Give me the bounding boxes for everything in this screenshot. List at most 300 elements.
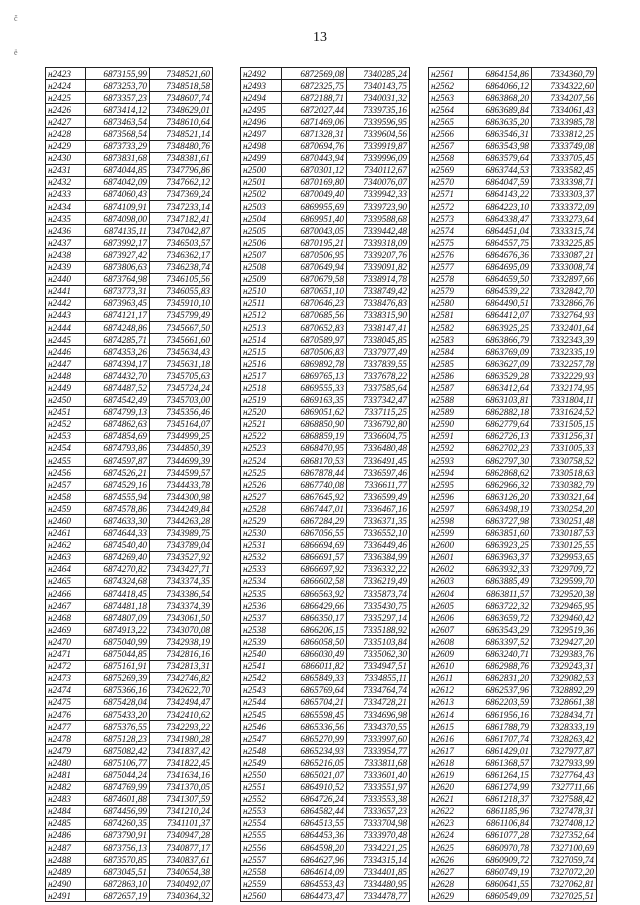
coord-x: 6864614,09	[282, 866, 347, 878]
table-row	[46, 588, 213, 600]
coord-x: 6874526,21	[86, 467, 150, 479]
point-id: н2494	[241, 92, 282, 104]
point-id: н2595	[429, 479, 469, 491]
point-id: н2490	[46, 878, 86, 890]
coord-x: 6865849,33	[282, 672, 347, 684]
table-row	[429, 430, 597, 442]
coord-y: 7337678,22	[347, 370, 410, 382]
coord-x: 6864695,09	[469, 261, 532, 273]
table-row	[429, 600, 597, 612]
coord-x: 6861788,79	[469, 721, 532, 733]
point-id: н2439	[46, 261, 86, 273]
coord-y: 7340364,32	[150, 890, 213, 902]
coord-x: 6862726,13	[469, 430, 532, 442]
table-row	[46, 176, 213, 188]
table-row	[241, 346, 410, 358]
table-row	[429, 854, 597, 866]
table-row	[429, 68, 597, 80]
point-id: н2475	[46, 696, 86, 708]
table-row	[241, 612, 410, 624]
coord-y: 7335062,30	[347, 648, 410, 660]
point-id: н2549	[241, 757, 282, 769]
table-row	[429, 733, 597, 745]
point-id: н2606	[429, 612, 469, 624]
coord-y: 7339596,95	[347, 116, 410, 128]
point-id: н2568	[429, 152, 469, 164]
table-row	[46, 213, 213, 225]
table-row	[429, 781, 597, 793]
point-id: н2609	[429, 648, 469, 660]
table-row	[241, 394, 410, 406]
table-row	[46, 358, 213, 370]
coord-y: 7348521,60	[150, 68, 213, 80]
point-id: н2428	[46, 128, 86, 140]
coord-x: 6863722,32	[469, 600, 532, 612]
coord-y: 7327352,64	[532, 829, 597, 841]
point-id: н2473	[46, 672, 86, 684]
table-row	[46, 866, 213, 878]
coord-x: 6864910,52	[282, 781, 347, 793]
table-row	[46, 309, 213, 321]
point-id: н2505	[241, 225, 282, 237]
table-row	[429, 176, 597, 188]
coord-x: 6863397,52	[469, 636, 532, 648]
coord-y: 7344999,25	[150, 430, 213, 442]
coord-x: 6862779,64	[469, 418, 532, 430]
coord-y: 7340112,67	[347, 164, 410, 176]
table-row	[241, 116, 410, 128]
coord-y: 7337342,47	[347, 394, 410, 406]
point-id: н2519	[241, 394, 282, 406]
coord-x: 6863866,79	[469, 334, 532, 346]
coord-y: 7328661,38	[532, 696, 597, 708]
table-row	[241, 92, 410, 104]
coord-x: 6874644,33	[86, 527, 150, 539]
coord-y: 7335297,14	[347, 612, 410, 624]
table-row	[241, 249, 410, 261]
point-id: н2463	[46, 551, 86, 563]
coord-y: 7329519,36	[532, 624, 597, 636]
coord-x: 6875433,20	[86, 708, 150, 720]
table-row	[46, 297, 213, 309]
coord-y: 7344263,28	[150, 515, 213, 527]
point-id: н2436	[46, 225, 86, 237]
coord-x: 6866691,57	[282, 551, 347, 563]
coord-x: 6866011,82	[282, 660, 347, 672]
table-row	[241, 491, 410, 503]
point-id: н2445	[46, 334, 86, 346]
table-row	[46, 672, 213, 684]
point-id: н2458	[46, 491, 86, 503]
table-row	[429, 721, 597, 733]
coord-y: 7335103,84	[347, 636, 410, 648]
point-id: н2587	[429, 382, 469, 394]
coord-y: 7334322,60	[532, 80, 597, 92]
coord-x: 6875269,39	[86, 672, 150, 684]
point-id: н2551	[241, 781, 282, 793]
coord-y: 7344850,39	[150, 442, 213, 454]
margin-mark: ё	[14, 48, 18, 57]
coord-y: 7348480,76	[150, 140, 213, 152]
table-row	[241, 696, 410, 708]
coord-x: 6863727,98	[469, 515, 532, 527]
table-row	[429, 636, 597, 648]
coord-x: 6874555,94	[86, 491, 150, 503]
point-id: н2534	[241, 575, 282, 587]
coord-y: 7329243,31	[532, 660, 597, 672]
point-id: н2468	[46, 612, 86, 624]
coord-y: 7336449,46	[347, 539, 410, 551]
coord-x: 6861429,01	[469, 745, 532, 757]
point-id: н2441	[46, 285, 86, 297]
table-row	[46, 684, 213, 696]
point-id: н2438	[46, 249, 86, 261]
point-id: н2471	[46, 648, 86, 660]
coord-x: 6875044,85	[86, 648, 150, 660]
coord-y: 7333551,97	[347, 781, 410, 793]
coord-x: 6874601,88	[86, 793, 150, 805]
coord-x: 6870679,58	[282, 273, 347, 285]
coord-x: 6861106,84	[469, 817, 532, 829]
table-row	[241, 370, 410, 382]
point-id: н2522	[241, 430, 282, 442]
coord-y: 7343374,39	[150, 600, 213, 612]
coord-x: 6860641,55	[469, 878, 532, 890]
coord-x: 6863923,25	[469, 539, 532, 551]
coordinates-table-left	[45, 67, 213, 902]
coord-x: 6873927,42	[86, 249, 150, 261]
coord-x: 6873806,63	[86, 261, 150, 273]
point-id: н2497	[241, 128, 282, 140]
table-row	[46, 442, 213, 454]
table-row	[46, 733, 213, 745]
coord-x: 6870443,94	[282, 152, 347, 164]
point-id: н2531	[241, 539, 282, 551]
table-row	[429, 188, 597, 200]
coord-x: 6863963,37	[469, 551, 532, 563]
coord-x: 6862797,30	[469, 455, 532, 467]
point-id: н2624	[429, 829, 469, 841]
table-row	[241, 515, 410, 527]
coord-y: 7340837,61	[150, 854, 213, 866]
coord-x: 6863932,33	[469, 563, 532, 575]
coord-y: 7343061,50	[150, 612, 213, 624]
point-id: н2500	[241, 164, 282, 176]
table-row	[429, 624, 597, 636]
coord-x: 6873963,45	[86, 297, 150, 309]
table-row	[429, 152, 597, 164]
table-row	[429, 793, 597, 805]
coord-x: 6870506,83	[282, 346, 347, 358]
point-id: н2574	[429, 225, 469, 237]
point-id: н2482	[46, 781, 86, 793]
table-row	[429, 261, 597, 273]
coord-y: 7329427,20	[532, 636, 597, 648]
coord-y: 7328434,71	[532, 708, 597, 720]
point-id: н2446	[46, 346, 86, 358]
table-row	[46, 237, 213, 249]
table-row	[429, 321, 597, 333]
table-row	[241, 708, 410, 720]
coord-y: 7347369,24	[150, 188, 213, 200]
point-id: н2563	[429, 92, 469, 104]
coord-y: 7342813,31	[150, 660, 213, 672]
coord-y: 7333997,60	[347, 733, 410, 745]
table-row	[241, 866, 410, 878]
point-id: н2623	[429, 817, 469, 829]
point-id: н2578	[429, 273, 469, 285]
point-id: н2569	[429, 164, 469, 176]
coord-y: 7342293,22	[150, 721, 213, 733]
point-id: н2486	[46, 829, 86, 841]
table-row	[429, 612, 597, 624]
table-row	[241, 660, 410, 672]
point-id: н2629	[429, 890, 469, 902]
point-id: н2512	[241, 309, 282, 321]
point-id: н2604	[429, 588, 469, 600]
table-row	[241, 430, 410, 442]
table-row	[46, 261, 213, 273]
table-row	[241, 406, 410, 418]
coord-x: 6874481,18	[86, 600, 150, 612]
point-id: н2478	[46, 733, 86, 745]
coord-x: 6872657,19	[86, 890, 150, 902]
table-row	[429, 878, 597, 890]
coord-x: 6875044,24	[86, 769, 150, 781]
coord-y: 7329709,72	[532, 563, 597, 575]
table-row	[429, 672, 597, 684]
coord-x: 6873357,23	[86, 92, 150, 104]
point-id: н2507	[241, 249, 282, 261]
coord-y: 7334764,74	[347, 684, 410, 696]
coord-x: 6865021,07	[282, 769, 347, 781]
table-row	[241, 237, 410, 249]
coord-y: 7327588,42	[532, 793, 597, 805]
point-id: н2586	[429, 370, 469, 382]
coord-y: 7345799,49	[150, 309, 213, 321]
table-row	[46, 829, 213, 841]
table-row	[241, 890, 410, 902]
coord-x: 6864553,43	[282, 878, 347, 890]
coord-x: 6873155,99	[86, 68, 150, 80]
coord-x: 6869955,69	[282, 201, 347, 213]
coord-x: 6869892,78	[282, 358, 347, 370]
coord-x: 6861218,37	[469, 793, 532, 805]
coord-y: 7333811,68	[347, 757, 410, 769]
coordinates-table-right	[428, 67, 597, 902]
table-row	[429, 213, 597, 225]
point-id: н2598	[429, 515, 469, 527]
coord-x: 6862702,23	[469, 442, 532, 454]
coord-x: 6864453,36	[282, 829, 347, 841]
coord-x: 6874098,00	[86, 213, 150, 225]
coord-y: 7334207,56	[532, 92, 597, 104]
point-id: н2444	[46, 321, 86, 333]
coord-x: 6874121,17	[86, 309, 150, 321]
coord-x: 6872863,10	[86, 878, 150, 890]
coord-y: 7334315,14	[347, 854, 410, 866]
point-id: н2516	[241, 358, 282, 370]
coord-x: 6863659,72	[469, 612, 532, 624]
coord-x: 6873414,12	[86, 104, 150, 116]
table-row	[241, 721, 410, 733]
coord-x: 6874529,16	[86, 479, 150, 491]
coord-x: 6864047,59	[469, 176, 532, 188]
table-row	[429, 92, 597, 104]
table-row	[429, 890, 597, 902]
table-row	[429, 551, 597, 563]
table-row	[241, 745, 410, 757]
coord-x: 6875376,55	[86, 721, 150, 733]
table-row	[46, 842, 213, 854]
point-id: н2591	[429, 430, 469, 442]
coord-y: 7347662,12	[150, 176, 213, 188]
coord-x: 6872027,44	[282, 104, 347, 116]
coord-x: 6865704,21	[282, 696, 347, 708]
coord-y: 7327977,87	[532, 745, 597, 757]
coord-x: 6874807,09	[86, 612, 150, 624]
point-id: н2561	[429, 68, 469, 80]
coord-y: 7340877,17	[150, 842, 213, 854]
coord-x: 6870169,80	[282, 176, 347, 188]
point-id: н2565	[429, 116, 469, 128]
coord-x: 6875040,99	[86, 636, 150, 648]
coord-y: 7331505,15	[532, 418, 597, 430]
coord-y: 7343070,08	[150, 624, 213, 636]
point-id: н2484	[46, 805, 86, 817]
coord-y: 7342410,62	[150, 708, 213, 720]
table-row	[429, 503, 597, 515]
point-id: н2628	[429, 878, 469, 890]
table-row	[241, 201, 410, 213]
coord-x: 6863103,81	[469, 394, 532, 406]
table-row	[241, 575, 410, 587]
coord-x: 6864557,75	[469, 237, 532, 249]
coord-x: 6864412,07	[469, 309, 532, 321]
point-id: н2491	[46, 890, 86, 902]
point-id: н2611	[429, 672, 469, 684]
coord-y: 7334728,21	[347, 696, 410, 708]
coord-x: 6867056,55	[282, 527, 347, 539]
coord-y: 7336604,75	[347, 430, 410, 442]
coord-x: 6863543,29	[469, 624, 532, 636]
coord-y: 7338914,78	[347, 273, 410, 285]
coord-y: 7341980,28	[150, 733, 213, 745]
point-id: н2485	[46, 817, 86, 829]
table-row	[429, 249, 597, 261]
coord-y: 7339318,09	[347, 237, 410, 249]
point-id: н2515	[241, 346, 282, 358]
point-id: н2542	[241, 672, 282, 684]
coord-x: 6864726,24	[282, 793, 347, 805]
coord-y: 7336599,49	[347, 491, 410, 503]
table-row	[241, 793, 410, 805]
coord-y: 7342494,47	[150, 696, 213, 708]
point-id: н2442	[46, 297, 86, 309]
table-row	[46, 418, 213, 430]
point-id: н2479	[46, 745, 86, 757]
point-id: н2540	[241, 648, 282, 660]
coord-y: 7334401,85	[347, 866, 410, 878]
point-id: н2496	[241, 116, 282, 128]
table-row	[241, 672, 410, 684]
point-id: н2488	[46, 854, 86, 866]
coord-y: 7335873,74	[347, 588, 410, 600]
table-row	[241, 321, 410, 333]
coord-y: 7339207,76	[347, 249, 410, 261]
table-row	[46, 551, 213, 563]
coord-x: 6875366,16	[86, 684, 150, 696]
point-id: н2564	[429, 104, 469, 116]
coord-x: 6861077,28	[469, 829, 532, 841]
table-row	[429, 164, 597, 176]
coord-x: 6866030,49	[282, 648, 347, 660]
coord-x: 6874418,45	[86, 588, 150, 600]
point-id: н2459	[46, 503, 86, 515]
table-row	[241, 781, 410, 793]
point-id: н2543	[241, 684, 282, 696]
coord-y: 7346362,17	[150, 249, 213, 261]
table-row	[429, 140, 597, 152]
coord-x: 6869765,13	[282, 370, 347, 382]
table-row	[46, 563, 213, 575]
point-id: н2613	[429, 696, 469, 708]
coord-x: 6865598,45	[282, 708, 347, 720]
coord-y: 7348629,01	[150, 104, 213, 116]
coord-y: 7332842,70	[532, 285, 597, 297]
table-row	[429, 201, 597, 213]
coord-x: 6863635,20	[469, 116, 532, 128]
table-row	[429, 805, 597, 817]
point-id: н2492	[241, 68, 282, 80]
coord-y: 7339442,48	[347, 225, 410, 237]
coord-y: 7345703,00	[150, 394, 213, 406]
point-id: н2535	[241, 588, 282, 600]
point-id: н2508	[241, 261, 282, 273]
coord-y: 7347042,87	[150, 225, 213, 237]
point-id: н2425	[46, 92, 86, 104]
point-id: н2558	[241, 866, 282, 878]
coord-y: 7336491,45	[347, 455, 410, 467]
coord-x: 6864598,20	[282, 842, 347, 854]
coord-x: 6866429,66	[282, 600, 347, 612]
point-id: н2456	[46, 467, 86, 479]
table-row	[46, 890, 213, 902]
table-row	[429, 467, 597, 479]
point-id: н2528	[241, 503, 282, 515]
coord-y: 7339091,82	[347, 261, 410, 273]
table-row	[429, 575, 597, 587]
point-id: н2466	[46, 588, 86, 600]
table-row	[241, 80, 410, 92]
table-row	[46, 370, 213, 382]
coord-x: 6864066,12	[469, 80, 532, 92]
coord-y: 7345667,50	[150, 321, 213, 333]
coord-x: 6875106,77	[86, 757, 150, 769]
coord-y: 7346238,74	[150, 261, 213, 273]
point-id: н2610	[429, 660, 469, 672]
point-id: н2451	[46, 406, 86, 418]
coord-x: 6872188,71	[282, 92, 347, 104]
coord-y: 7330382,79	[532, 479, 597, 491]
table-row	[241, 563, 410, 575]
point-id: н2489	[46, 866, 86, 878]
coord-y: 7334370,55	[347, 721, 410, 733]
point-id: н2452	[46, 418, 86, 430]
point-id: н2582	[429, 321, 469, 333]
coord-x: 6860549,09	[469, 890, 532, 902]
point-id: н2589	[429, 406, 469, 418]
